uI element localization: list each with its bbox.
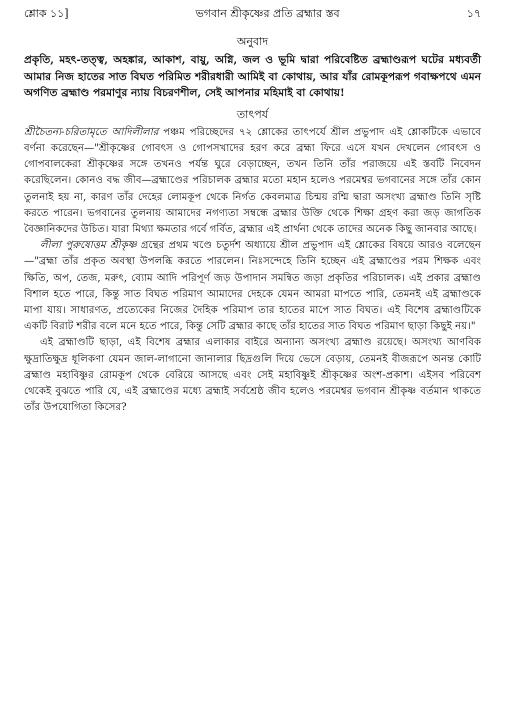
purport-body [24, 125, 481, 417]
purport-heading: তাৎপর্য [236, 107, 269, 121]
translation-text: প্রকৃতি, মহৎ-তত্ত্ব, অহঙ্কার, আকাশ, বায়ু, অগ্নি, জল ও ভূমি দ্বারা পরিবেষ্টিত ব্রহ্মাণ্ডরূপ ঘটের মধ্যবর্তী আমার নিজ হাতের সাত বিঘত পরিমিত শরীরধারী আমিই বা কোথায়, আর যাঁর রোমকূপরূপ গবাক্ষপথে এমন অগণিত ব্রহ্মাণ্ড পরমাণুর ন্যায় বিচরণশীল, সেই আপনার মহিমাই বা কোথায়! [24, 54, 481, 100]
book-title: লীলা পুরুষোত্তম শ্রীকৃষ্ণ [40, 240, 137, 252]
purport-text: গ্রন্থের প্রথম খণ্ডে চতুর্দশ অধ্যায়ে শ্রীল প্রভুপাদ এই শ্লোকের বিষয়ে আরও বলেছেন—"ব্রহ্মা তাঁর প্রকৃত অবস্থা উপলব্ধি করতে পারলেন। নিঃসন্দেহে তিনি হচ্ছেন এই ব্রহ্মাণ্ডের পরম শিক্ষক এবং ক্ষিতি, অপ, তেজ, মরুৎ, ব্যোম আদি পরিপূর্ণ জড় উপাদান সমন্বিত জড়া প্রকৃতির পরিচালক। এই প্রকার ব্রহ্মাণ্ড বিশাল হতে পারে, কিন্তু সাত বিঘত পরিমাণ আমাদের দেহকে যেমন আমরা মাপতে পারি, তেমনই এই ব্রহ্মাণ্ডকে মাপা যায়। সাধারণত, প্রত্যেকের নিজের দৈহিক পরিমাপ তার হাতের মাপে সাত বিঘত। এই বিশেষ ব্রহ্মাণ্ডটিকে একটি বিরাট শরীর বলে মনে হতে পারে, কিন্তু সেটি ব্রহ্মার কাছে তাঁর হাতের সাত বিঘত পরিমাণ ছাড়া কিছুই নয়।" [24, 240, 481, 333]
purport-paragraph [24, 238, 481, 335]
purport-text: পঞ্চম পরিচ্ছেদের ৭২ শ্লোকের তাৎপর্যে শ্রীল প্রভুপাদ এই শ্লোকটিকে এভাবে বর্ণনা করেছেন—"শ্রীকৃষ্ণের গোবৎস ও গোপসখাদের হরণ করে ব্রহ্মা ফিরে এসে যখন দেখলেন গোবৎস ও গোপবালকেরা শ্রীকৃষ্ণের সঙ্গে তখনও পর্যন্ত ঘুরে বেড়াচ্ছেন, তখন তিনি তাঁর পরাজয়ে এই স্তবটি নিবেদন করেছিলেন। কোনও বদ্ধ জীব—ব্রহ্মাণ্ডের পরিচালক ব্রহ্মার মতো মহান হলেও পরমেশ্বর ভগবানের সঙ্গে তাঁর কোন তুলনাই হয় না, কারণ তাঁর দেহের লোমকূপ থেকে নির্গত কেবলমাত্র চিন্ময় রশ্মি দ্বারা অসংখ্য ব্রহ্মাণ্ড তিনি সৃষ্টি করতে পারেন। ভগবানের তুলনায় আমাদের নগণ্যতা সম্বন্ধে ব্রহ্মার উক্তি থেকে শিক্ষা গ্রহণ করা জড় জাগতিক বৈজ্ঞানিকদের উচিত। যারা মিথ্যা ক্ষমতার গর্বে গর্বিত, ব্রহ্মার এই প্রার্থনা থেকে তাদের অনেক কিছু জানবার আছে। [24, 126, 481, 235]
verse-number: শ্লোক ১১] [24, 7, 69, 20]
translation-heading: অনুবাদ [236, 35, 269, 48]
book-title: শ্রীচৈতন্য-চরিতামৃতে আদিলীলার [24, 126, 159, 138]
chapter-title: ভগবান শ্রীকৃষ্ণের প্রতি ব্রহ্মার স্তব [195, 7, 340, 20]
purport-paragraph: এই ব্রহ্মাণ্ডটি ছাড়া, এই বিশেষ ব্রহ্মার এলাকার বাইরে অন্যান্য অসংখ্য ব্রহ্মাণ্ড রয়েছে। অসংখ্য আণবিক ক্ষুদ্রাতিক্ষুদ্র ধূলিকণা যেমন জাল-লাগানো জানালার ছিদ্রগুলি দিয়ে ভেসে বেড়ায়, তেমনই বীজরূপে অনন্ত কোটি ব্রহ্মাণ্ড মহাবিষ্ণুর রোমকূপ থেকে বেরিয়ে আসছে এবং সেই মহাবিষ্ণুই শ্রীকৃষ্ণের অংশ-প্রকাশ। এইসব পরিবেশ থেকেই বুঝতে পারি যে, এই ব্রহ্মাণ্ডের মধ্যে ব্রহ্মাই সর্বশ্রেষ্ঠ জীব হলেও পরমেশ্বর ভগবান শ্রীকৃষ্ণ বর্তমান থাকতে তাঁর উপযোগিতা কিসের? [24, 337, 481, 414]
running-header [24, 6, 481, 24]
purport-paragraph [24, 125, 481, 238]
page-number: ১৭ [466, 7, 481, 20]
